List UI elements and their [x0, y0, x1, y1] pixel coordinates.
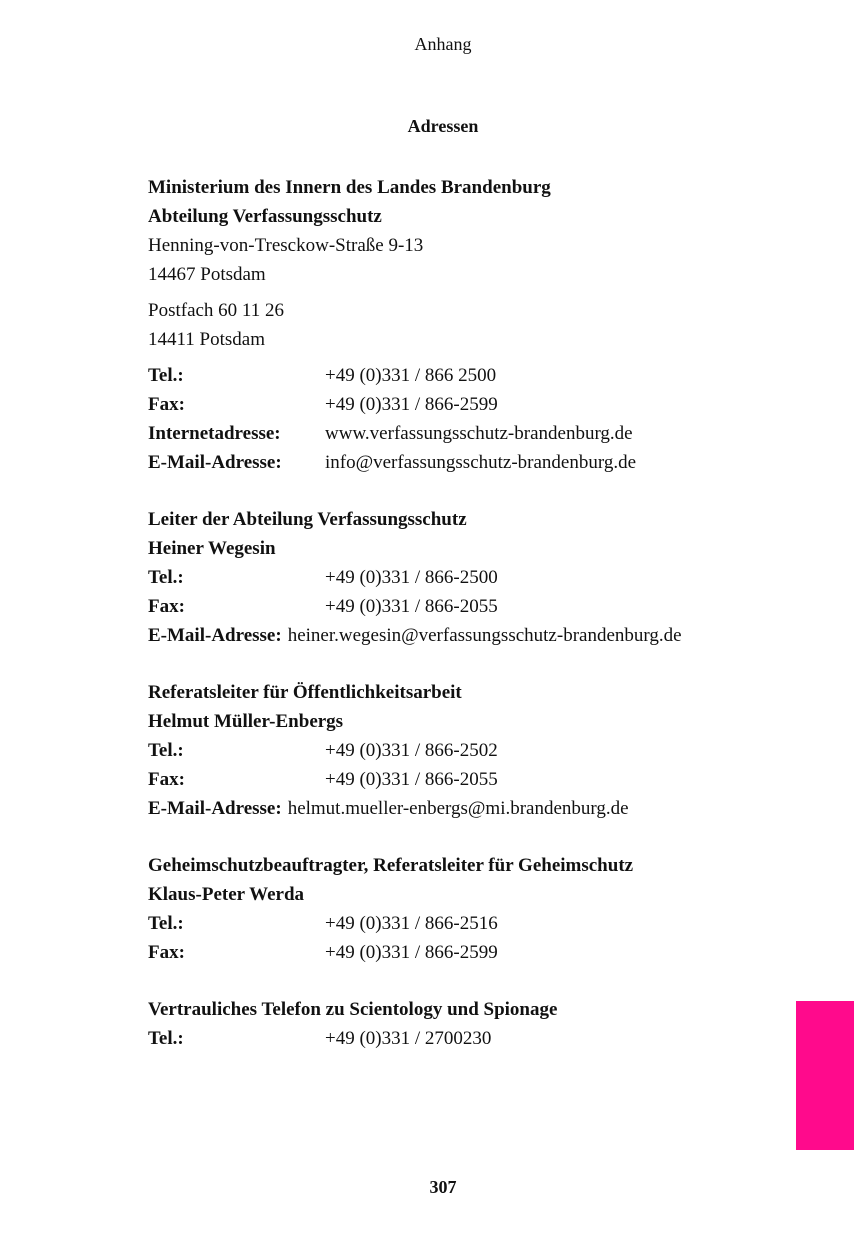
tel-label: Tel.: — [148, 740, 184, 761]
ministry-name: Ministerium des Innern des Landes Brandenburg — [148, 177, 551, 198]
fax-label: Fax: — [148, 769, 185, 790]
tel-row — [148, 361, 788, 390]
tel-label: Tel.: — [148, 567, 184, 588]
address-list — [148, 173, 788, 1053]
role-title: Leiter der Abteilung Verfassungsschutz — [148, 509, 467, 530]
fax-label: Fax: — [148, 394, 185, 415]
hotline-title: Vertrauliches Telefon zu Scientology und Spionage — [148, 999, 558, 1020]
fax-value: +49 (0)331 / 866-2599 — [325, 394, 498, 415]
fax-value: +49 (0)331 / 866-2055 — [325, 769, 498, 790]
role-title: Geheimschutzbeauftragter, Referatsleiter für Geheimschutz — [148, 855, 634, 876]
tel-value: +49 (0)331 / 866 2500 — [325, 365, 497, 386]
tel-value: +49 (0)331 / 2700230 — [325, 1028, 492, 1049]
secrecy-protection-block — [148, 851, 788, 967]
email-link[interactable]: info@verfassungsschutz-brandenburg.de — [325, 452, 637, 473]
email-link[interactable]: heiner.wegesin@verfassungsschutz-brandenburg.de — [287, 625, 682, 646]
fax-label: Fax: — [148, 596, 185, 617]
email-label: E-Mail-Adresse: — [148, 452, 282, 473]
tel-value: +49 (0)331 / 866-2502 — [325, 740, 498, 761]
email-label: E-Mail-Adresse: — [148, 798, 282, 819]
tel-row — [148, 1024, 788, 1053]
department-name: Abteilung Verfassungsschutz — [148, 206, 382, 227]
person-name: Klaus-Peter Werda — [148, 884, 305, 905]
role-title: Referatsleiter für Öffentlichkeitsarbeit — [148, 682, 462, 703]
tel-row — [148, 909, 788, 938]
section-tab-marker — [796, 1001, 854, 1150]
email-row — [148, 621, 788, 650]
street-address: Henning-von-Tresckow-Straße 9-13 — [148, 235, 424, 256]
fax-row — [148, 938, 788, 967]
ministry-block — [148, 173, 788, 477]
tel-row — [148, 563, 788, 592]
fax-value: +49 (0)331 / 866-2599 — [325, 942, 498, 963]
email-link[interactable]: helmut.mueller-enbergs@mi.brandenburg.de — [287, 798, 629, 819]
page-number: 307 — [429, 1177, 457, 1197]
tel-label: Tel.: — [148, 1028, 184, 1049]
running-head: Anhang — [414, 34, 472, 54]
tel-label: Tel.: — [148, 913, 184, 934]
web-row — [148, 419, 788, 448]
fax-value: +49 (0)331 / 866-2055 — [325, 596, 498, 617]
postbox: Postfach 60 11 26 — [148, 300, 284, 321]
head-of-department-block — [148, 505, 788, 650]
web-label: Internetadresse: — [148, 423, 281, 444]
person-name: Helmut Müller-Enbergs — [148, 711, 344, 732]
section-title: Adressen — [407, 116, 479, 136]
fax-row — [148, 765, 788, 794]
fax-row — [148, 592, 788, 621]
web-link[interactable]: www.verfassungsschutz-brandenburg.de — [325, 423, 633, 444]
person-name: Heiner Wegesin — [148, 538, 276, 559]
tel-row — [148, 736, 788, 765]
tel-label: Tel.: — [148, 365, 184, 386]
email-row — [148, 448, 788, 477]
fax-label: Fax: — [148, 942, 185, 963]
hotline-block — [148, 995, 788, 1053]
email-label: E-Mail-Adresse: — [148, 625, 282, 646]
email-row — [148, 794, 788, 823]
postbox-city: 14411 Potsdam — [148, 329, 265, 350]
city: 14467 Potsdam — [148, 264, 266, 285]
public-relations-block — [148, 678, 788, 823]
fax-row — [148, 390, 788, 419]
tel-value: +49 (0)331 / 866-2500 — [325, 567, 498, 588]
tel-value: +49 (0)331 / 866-2516 — [325, 913, 498, 934]
